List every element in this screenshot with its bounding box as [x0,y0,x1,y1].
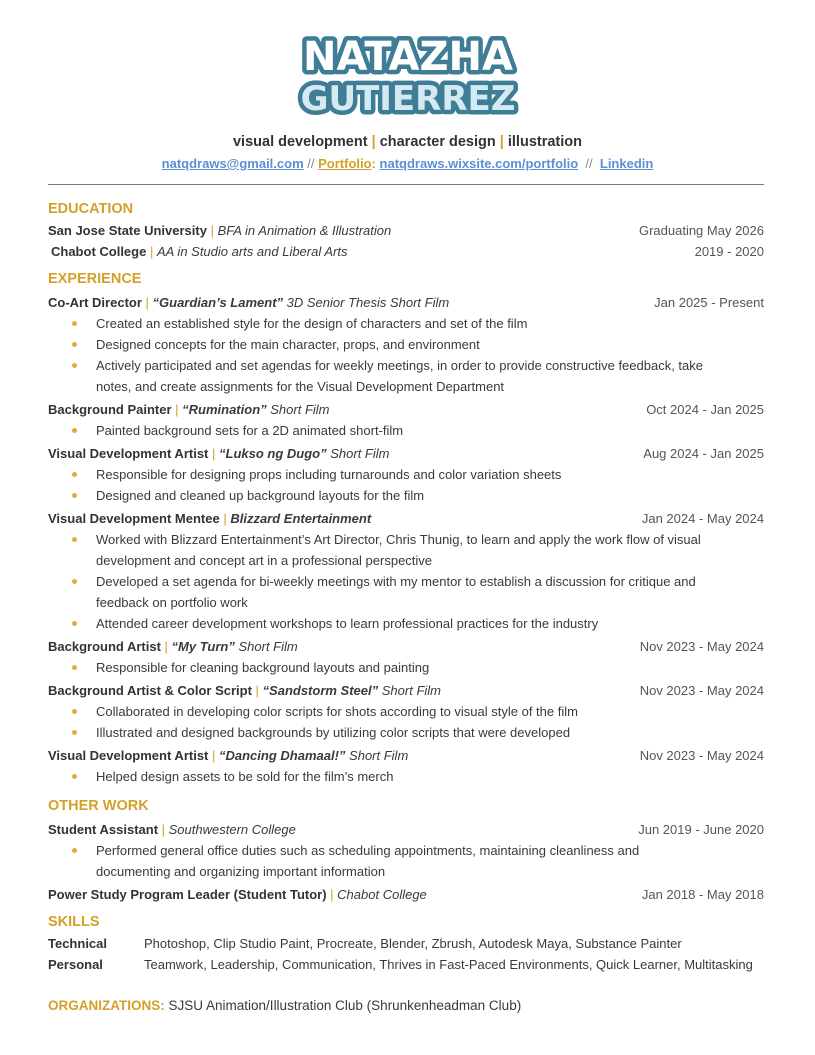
bullet-item: Attended career development workshops to learn professional practices for the industry [48,613,708,634]
portfolio-label-link[interactable]: Portfolio [318,156,372,171]
entry-date: Jun 2019 - June 2020 [638,822,764,837]
entry-role: Student Assistant [48,822,159,837]
entry-role: Co-Art Director [48,295,142,310]
entry-type: Short Film [330,446,390,461]
bullet-item: Designed concepts for the main character, props, and environment [48,334,708,355]
entry-project: “Dancing Dhamaal!” [219,748,346,763]
organizations-value: SJSU Animation/Illustration Club (Shrunkenheadman Club) [168,998,522,1013]
entry-date: Oct 2024 - Jan 2025 [646,402,764,417]
tagline-item: illustration [507,134,582,150]
entry-title [48,884,427,905]
bullet-item: Designed and cleaned up background layouts for the film [48,485,708,506]
entry-type: Short Film [238,639,298,654]
entry-date: Jan 2024 - May 2024 [641,511,764,526]
entry-header [48,819,768,840]
entry-project: “Rumination” [182,402,267,417]
bullet-item: Helped design assets to be sold for the film’s merch [48,766,708,787]
skill-technical [48,933,768,954]
entry-project: Blizzard Entertainment [230,511,372,526]
school-name: Chabot College [51,244,147,259]
entry-title [48,508,371,529]
entry-role: Visual Development Artist [48,446,209,461]
entry-project: “My Turn” [171,639,235,654]
entry-type: Short Film [270,402,330,417]
name-logo [296,28,520,118]
bullet-item: Actively participated and set agendas for weekly meetings, in order to provide constructive feedback, take notes, and create assignments for the Visual Development Department [48,355,708,397]
entry-role: Visual Development Mentee [48,511,220,526]
entry-title [48,292,449,313]
separator: | [251,683,263,698]
separator: | [158,822,169,837]
entry-date: Aug 2024 - Jan 2025 [643,446,764,461]
separator: | [219,511,231,526]
degree: BFA in Animation & Illustration [217,223,392,238]
separator: | [326,887,338,902]
logo-first-name: NATAZHA [303,34,513,80]
education-date: 2019 - 2020 [694,244,764,259]
logo-last-name: GUTIERREZ [300,79,516,118]
tagline: visual development | character design | illustration [232,134,582,150]
divider [48,184,764,185]
separator: | [164,639,172,654]
education-row [48,241,768,262]
skill-value: Photoshop, Clip Studio Paint, Procreate, Blender, Zbrush, Autodesk Maya, Substance Painter [144,936,682,951]
skill-value: Teamwork, Leadership, Communication, Thrives in Fast-Paced Environments, Quick Learner, Multitasking [144,957,753,972]
entry-title [48,819,296,840]
bullet-item: Painted background sets for a 2D animated short-film [48,420,708,441]
separator: | [208,446,219,461]
section-experience: EXPERIENCE [48,271,142,287]
bullet-item: Illustrated and designed backgrounds by utilizing color scripts that were developed [48,722,708,743]
education-date: Graduating May 2026 [638,223,764,238]
portfolio-link[interactable]: natqdraws.wixsite.com/portfolio [379,156,579,171]
bullet-item: Responsible for cleaning background layouts and painting [48,657,708,678]
section-other-work: OTHER WORK [48,798,149,814]
entry-header [48,443,768,464]
skill-label: Technical [48,936,108,951]
entry-header [48,636,768,657]
entry-header [48,884,768,905]
education-title [48,241,347,262]
entry-title [48,680,441,701]
linkedin-link[interactable]: Linkedin [599,156,654,171]
entry-role: Background Painter [48,402,172,417]
entry-header [48,292,768,313]
entry-type: Short Film [349,748,409,763]
entry-project: “Lukso ng Dugo” [219,446,327,461]
separator: | [146,244,157,259]
education-title [48,220,391,241]
bullet-item: Responsible for designing props including turnarounds and color variation sheets [48,464,708,485]
education-row [48,220,768,241]
separator: | [208,748,219,763]
entry-header [48,745,768,766]
entry-title [48,636,298,657]
bullet-item: Worked with Blizzard Entertainment’s Art Director, Chris Thunig, to learn and apply the work flow of visual development and concept art in a professional perspective [48,529,708,571]
entry-role: Background Artist [48,639,165,654]
entry-org: Chabot College [337,887,427,902]
email-link[interactable]: natqdraws@gmail.com [161,156,304,171]
entry-date: Nov 2023 - May 2024 [639,639,764,654]
bullet-item: Performed general office duties such as scheduling appointments, maintaining cleanliness and documenting and organizing important information [48,840,708,882]
entry-role: Power Study Program Leader (Student Tutor) [48,887,327,902]
organizations-label: ORGANIZATIONS: [48,998,165,1013]
degree: AA in Studio arts and Liberal Arts [156,244,348,259]
entry-role: Visual Development Artist [48,748,209,763]
entry-date: Jan 2025 - Present [654,295,764,310]
entry-date: Nov 2023 - May 2024 [639,683,764,698]
resume-body [48,192,768,1017]
entry-header [48,680,768,701]
skill-personal [48,954,768,975]
entry-title [48,443,389,464]
entry-title [48,399,330,420]
entry-title [48,745,408,766]
entry-project: “Sandstorm Steel” [262,683,379,698]
bullet-item: Collaborated in developing color scripts for shots according to visual style of the film [48,701,708,722]
contact-line: natqdraws@gmail.com // Portfolio: natqdraws.wixsite.com/portfolio // Linkedin [161,156,654,171]
tagline-item: character design [379,134,496,150]
entry-date: Jan 2018 - May 2018 [641,887,764,902]
tagline-item: visual development [232,134,368,150]
separator: | [171,402,183,417]
entry-role: Background Artist & Color Script [48,683,252,698]
section-skills: SKILLS [48,914,100,930]
school-name: San Jose State University [48,223,207,238]
skill-label: Personal [48,957,103,972]
section-education: EDUCATION [48,201,134,217]
organizations [48,995,768,1017]
entry-date: Nov 2023 - May 2024 [639,748,764,763]
bullet-item: Developed a set agenda for bi-weekly meetings with my mentor to establish a discussion for critique and feedback on portfolio work [48,571,708,613]
entry-header [48,399,768,420]
entry-org: Southwestern College [168,822,296,837]
entry-project: “Guardian’s Lament” [152,295,284,310]
entry-header [48,508,768,529]
entry-type: 3D Senior Thesis Short Film [286,295,450,310]
separator: | [141,295,153,310]
entry-type: Short Film [381,683,441,698]
bullet-item: Created an established style for the design of characters and set of the film [48,313,708,334]
separator: | [206,223,218,238]
